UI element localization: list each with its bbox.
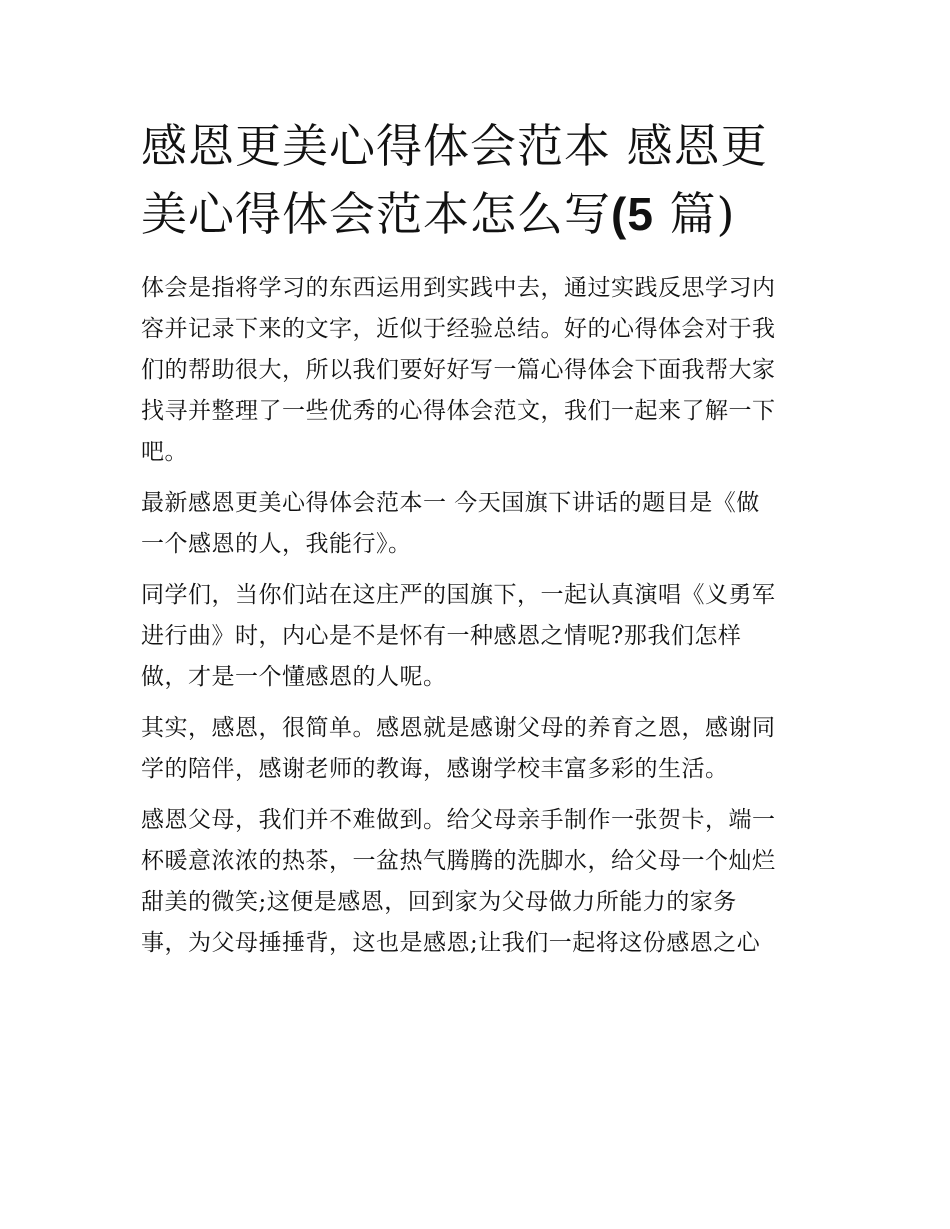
text-line: 们的帮助很大，所以我们要好好写一篇心得体会下面我帮大家 bbox=[141, 357, 776, 383]
text-line: 甜美的微笑;这便是感恩，回到家为父母做力所能力的家务 bbox=[141, 889, 737, 915]
document-title bbox=[141, 112, 813, 248]
text-line: 吧。 bbox=[141, 439, 188, 465]
text-line: 其实，感恩，很简单。感恩就是感谢父母的养育之恩，感谢同 bbox=[141, 715, 776, 741]
title-line: 感恩更美心得体会范本 感恩更 bbox=[141, 119, 768, 173]
text-line: 同学们，当你们站在这庄严的国旗下，一起认真演唱《义勇军 bbox=[141, 582, 776, 608]
paragraph-thank-parents bbox=[141, 800, 813, 964]
document-content bbox=[141, 112, 813, 974]
text-line: 学的陪伴，感谢老师的教诲，感谢学校丰富多彩的生活。 bbox=[141, 756, 729, 782]
text-line: 找寻并整理了一些优秀的心得体会范文，我们一起来了解一下 bbox=[141, 398, 776, 424]
text-line: 一个感恩的人，我能行》。 bbox=[141, 531, 412, 557]
title-line: 美心得体会范本怎么写(5 篇) bbox=[141, 187, 736, 241]
paragraph-students bbox=[141, 575, 813, 698]
text-line: 进行曲》时，内心是不是怀有一种感恩之情呢?那我们怎样 bbox=[141, 623, 742, 649]
paragraph-speech-topic bbox=[141, 483, 813, 565]
text-line: 容并记录下来的文字，近似于经验总结。好的心得体会对于我 bbox=[141, 316, 776, 342]
paragraph-intro bbox=[141, 268, 813, 473]
paragraph-gratitude-simple bbox=[141, 708, 813, 790]
text-line: 事，为父母捶捶背，这也是感恩;让我们一起将这份感恩之心 bbox=[141, 930, 761, 956]
text-line: 最新感恩更美心得体会范本一 今天国旗下讲话的题目是《做 bbox=[141, 490, 760, 516]
text-line: 体会是指将学习的东西运用到实践中去，通过实践反思学习内 bbox=[141, 275, 776, 301]
text-line: 杯暖意浓浓的热茶，一盆热气腾腾的洗脚水，给父母一个灿烂 bbox=[141, 848, 776, 874]
document-body bbox=[141, 268, 813, 964]
text-line: 做，才是一个懂感恩的人呢。 bbox=[141, 664, 447, 690]
text-line: 感恩父母，我们并不难做到。给父母亲手制作一张贺卡，端一 bbox=[141, 807, 776, 833]
